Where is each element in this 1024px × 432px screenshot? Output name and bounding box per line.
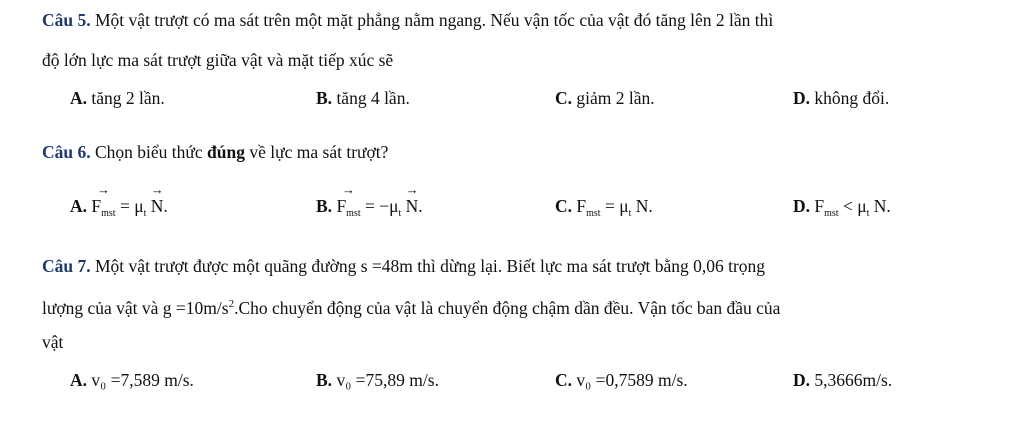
q5-text-line2: độ lớn lực ma sát trượt giữa vật và mặt tiếp xúc sẽ <box>42 50 394 70</box>
q5-option-a[interactable]: A. tăng 2 lần. <box>70 88 165 108</box>
q6-option-b[interactable]: B. → $F_{mst} = -\mu_t$ → N. <box>316 194 423 226</box>
q6-text-before: Chọn biểu thức <box>95 142 203 162</box>
q7-stem-line2: lượng của vật và $g =10m/s^2.Cho$ chuyển động của vật là chuyển động chậm dần đều. Vận tốc ban đầu của <box>42 298 781 318</box>
q6-stem <box>42 140 1024 164</box>
q7-stem-line3: vật <box>42 332 64 352</box>
q5-option-b[interactable]: B. tăng 4 lần. <box>316 88 410 108</box>
vector-f-mst: → $F_{mst}$ <box>91 182 116 219</box>
vector-n: → N <box>405 182 419 216</box>
q5-text-line1: Một vật trượt có ma sát trên một mặt phẳng nằm ngang. Nếu vận tốc của vật đó tăng lên 2 lần thì <box>95 10 774 30</box>
vector-n: → N <box>150 182 164 216</box>
q5-label: Câu 5. <box>42 10 91 30</box>
vector-f-mst: → $F_{mst}$ <box>336 182 361 219</box>
q6-label: Câu 6. <box>42 142 91 162</box>
q7-option-c[interactable]: C. v₀ =0,7589 m/s. <box>555 370 688 390</box>
q6-option-a[interactable]: A. → $F_{mst} = \mu_t$ → N. <box>70 194 168 226</box>
q6-text-bold: đúng <box>207 142 245 162</box>
q6-option-c[interactable]: C. $F_{mst} = \mu_t$ N. <box>555 196 653 219</box>
q6-text-after: về lực ma sát trượt? <box>249 142 389 162</box>
q7-text-line1: Một vật trượt được một quãng đường s =48m thì dừng lại. Biết lực ma sát trượt bằng 0,06 trọng <box>95 256 766 276</box>
q5-option-d[interactable]: D. không đổi. <box>793 88 890 108</box>
q7-option-b[interactable]: B. v₀ =75,89 m/s. <box>316 370 439 390</box>
q5-stem-line1 <box>42 8 1024 32</box>
q7-label: Câu 7. <box>42 256 91 276</box>
q7-stem-line1 <box>42 254 1024 278</box>
q6-option-d[interactable]: D. $F_{mst} < \mu_t$ N. <box>793 196 891 219</box>
q5-option-c[interactable]: C. giảm 2 lần. <box>555 88 655 108</box>
q7-option-a[interactable]: A. v₀ =7,589 m/s. <box>70 370 194 390</box>
q7-option-d[interactable]: D. 5,3666m/s. <box>793 370 893 390</box>
q5-stem-line2 <box>42 48 1024 72</box>
